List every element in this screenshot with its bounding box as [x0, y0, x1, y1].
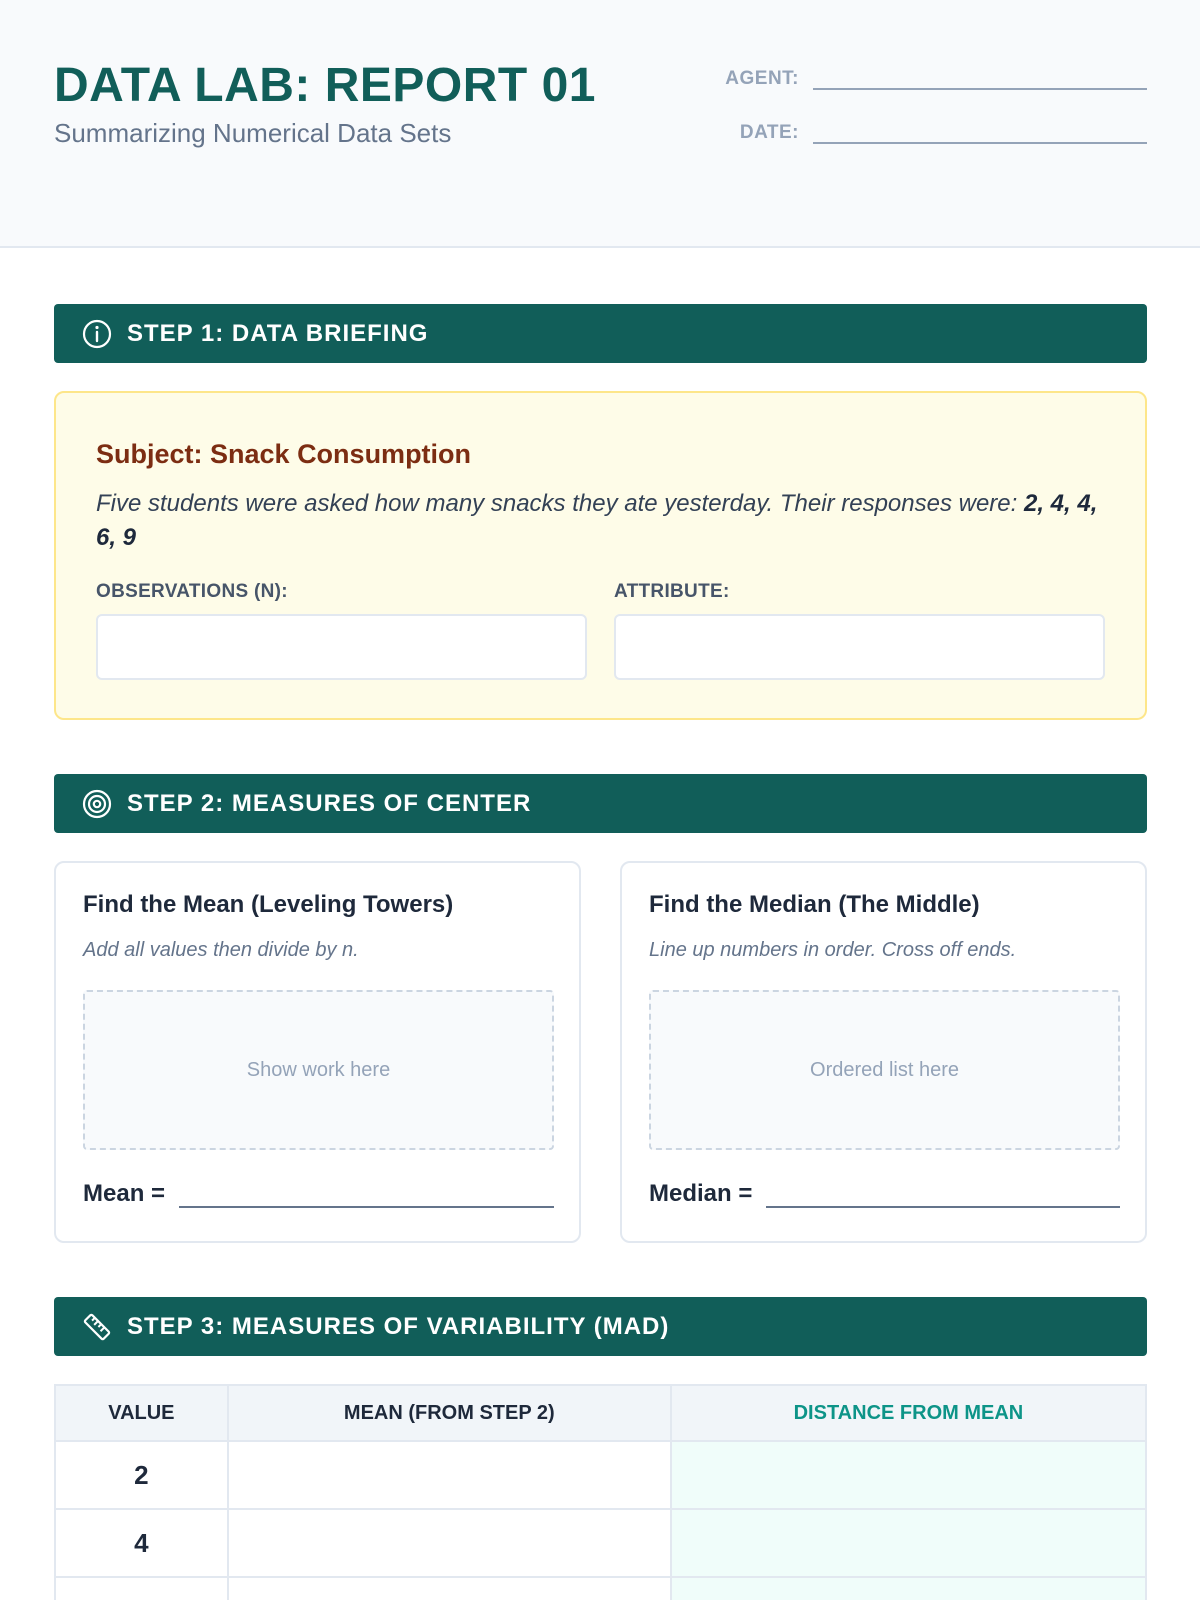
step3-title: STEP 3: MEASURES OF VARIABILITY (MAD) — [127, 1312, 670, 1340]
step3-header — [54, 1297, 1147, 1356]
mean-answer-label: Mean = — [83, 1180, 166, 1207]
ruler-icon — [81, 1311, 113, 1343]
date-row — [700, 114, 1147, 144]
step2-header — [54, 774, 1147, 833]
description-text: Five students were asked how many snacks they ate yesterday. Their responses were: — [96, 490, 1018, 517]
mean-title: Find the Mean (Leveling Towers) — [83, 891, 454, 918]
agent-field[interactable] — [813, 60, 1147, 90]
distance-cell[interactable] — [671, 1441, 1146, 1509]
mean-cell[interactable] — [228, 1577, 671, 1600]
value-cell — [55, 1577, 228, 1600]
column-header-distance: DISTANCE FROM MEAN — [671, 1385, 1146, 1441]
mean-cell[interactable] — [228, 1441, 671, 1509]
step2-title: STEP 2: MEASURES OF CENTER — [127, 789, 532, 817]
median-answer-row — [649, 1178, 1120, 1208]
mean-card — [54, 861, 581, 1243]
column-header-mean: MEAN (FROM STEP 2) — [228, 1385, 671, 1441]
mean-hint: Add all values then divide by n. — [83, 939, 359, 961]
agent-label: AGENT: — [725, 68, 799, 89]
page-title: DATA LAB: REPORT 01 — [54, 59, 596, 112]
mad-table — [54, 1384, 1147, 1600]
column-header-value: VALUE — [55, 1385, 228, 1441]
data-briefing-card — [54, 391, 1147, 720]
mean-work-placeholder: Show work here — [246, 1058, 391, 1081]
date-label: DATE: — [739, 122, 799, 143]
mean-cell[interactable] — [228, 1509, 671, 1577]
distance-cell[interactable] — [671, 1577, 1146, 1600]
observations-label: OBSERVATIONS (N): — [96, 581, 288, 602]
responses-values: 2, 4, 4, 6, 9 — [96, 490, 1098, 551]
median-work-placeholder: Ordered list here — [810, 1058, 959, 1081]
subject-heading: Subject: Snack Consumption — [96, 439, 472, 469]
observations-input[interactable] — [96, 614, 587, 680]
date-field[interactable] — [813, 114, 1147, 144]
attribute-input[interactable] — [614, 614, 1105, 680]
median-title: Find the Median (The Middle) — [649, 891, 980, 918]
attribute-label: ATTRIBUTE: — [614, 581, 730, 602]
value-cell: 2 — [55, 1441, 228, 1509]
table-row — [55, 1441, 1146, 1509]
info-icon — [81, 318, 113, 350]
target-icon — [81, 788, 113, 820]
table-header-row — [55, 1385, 1146, 1441]
page-subtitle: Summarizing Numerical Data Sets — [54, 118, 452, 148]
briefing-description — [96, 487, 1106, 555]
step1-header — [54, 304, 1147, 363]
median-card — [620, 861, 1147, 1243]
distance-cell[interactable] — [671, 1509, 1146, 1577]
value-cell: 4 — [55, 1509, 228, 1577]
step1-title: STEP 1: DATA BRIEFING — [127, 319, 429, 347]
median-hint: Line up numbers in order. Cross off ends. — [649, 939, 1017, 961]
median-answer-field[interactable] — [766, 1178, 1120, 1208]
mean-answer-field[interactable] — [179, 1178, 554, 1208]
mean-answer-row — [83, 1178, 554, 1208]
median-work-area[interactable] — [649, 990, 1120, 1150]
median-answer-label: Median = — [649, 1180, 753, 1207]
mean-work-area[interactable] — [83, 990, 554, 1150]
table-row — [55, 1577, 1146, 1600]
agent-row — [700, 60, 1147, 90]
report-header — [0, 0, 1200, 248]
table-row — [55, 1509, 1146, 1577]
